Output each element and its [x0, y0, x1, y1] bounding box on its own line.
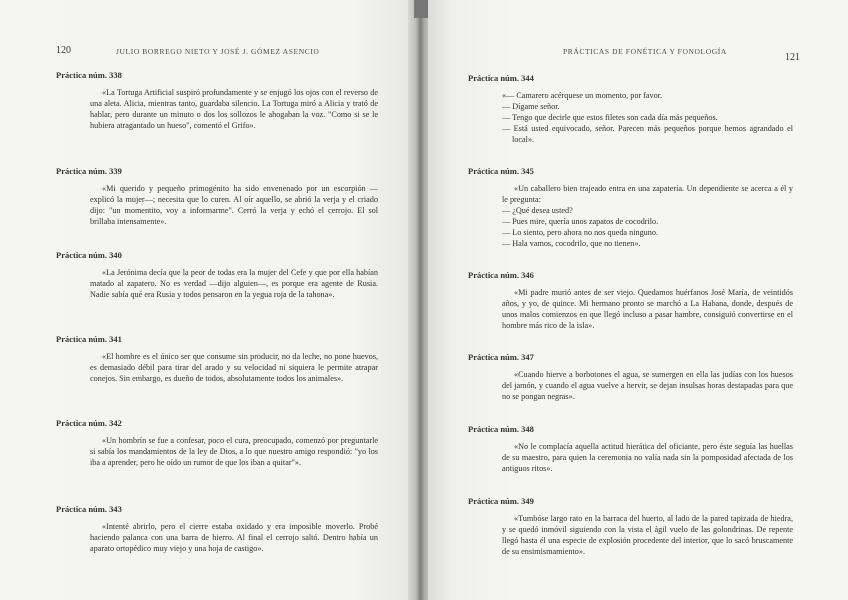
exercise-heading: Práctica núm. 342: [56, 418, 122, 428]
paragraph: «Tumbóse largo rato en la barraca del huerto, al lado de la pared tapizada de hiedra, y se quedó inmóvil siguiendo con la vista el ágil vuelo de las golondrinas. De repente llegó hasta él una especie de explosión procedente del interior, que lo sacó bruscamente de su ensimismamiento».: [502, 514, 793, 556]
left-column: [56, 70, 378, 554]
exercise-347: [468, 352, 793, 424]
exercise-heading: Práctica núm. 343: [56, 504, 122, 514]
exercise-340: [56, 250, 378, 334]
gutter-shadow: [414, 0, 428, 18]
exercise-349: [468, 496, 793, 557]
dialogue-line: «— Camarero acérquese un momento, por favor.: [502, 91, 663, 100]
exercise-341: [56, 334, 378, 418]
dialogue-line: — Está usted equivocado, señor. Parecen más pequeños porque hemos agrandado el local».: [502, 124, 793, 144]
running-head: PRÁCTICAS DE FONÉTICA Y FONOLOGÍA: [563, 47, 727, 56]
exercise-345: [468, 166, 793, 270]
exercise-342: [56, 418, 378, 504]
exercise-heading: Práctica núm. 338: [56, 70, 122, 80]
exercise-heading: Práctica núm. 341: [56, 334, 122, 344]
exercise-346: [468, 270, 793, 352]
dialogue-line: — Tengo que decirle que estos filetes son cada día más pequeños.: [502, 113, 718, 122]
dialogue-line: — Dígame señor.: [502, 102, 560, 111]
exercise-348: [468, 424, 793, 496]
paragraph: «La Tortuga Artificial suspiró profundamente y se enjugó los ojos con el reverso de una aleta. Alicia, mientras tanto, guardaba silencio. La Tortuga miró a Alicia y trató de hablar, pero durante un minuto o dos los sollozos le ahogaban la voz. "Como si se le hubiera atragantado un hueso", comentó el Grifo».: [90, 88, 378, 130]
exercise-text: [468, 513, 793, 557]
dialogue-line: — Lo siento, pero ahora no nos queda ninguno.: [502, 228, 658, 237]
dialogue-intro: «Un caballero bien trajeado entra en una zapatería. Un dependiente se acerca a él y le pregunta:: [502, 184, 793, 204]
exercise-338: [56, 70, 378, 166]
exercise-343: [56, 504, 378, 554]
page-number: 120: [56, 45, 71, 56]
paragraph: «La Jerónima decía que la peor de todas era la mujer del Cefe y que por ella habían matado al zapatero. No es verdad —dijo alguien—, es porque era agente de Rusia. Nadie sabía qué era Rusia y todos pensaron en la yegua roja de la tahona».: [90, 268, 378, 299]
exercise-text: [468, 183, 793, 249]
exercise-text: [56, 87, 378, 131]
exercise-text: [56, 267, 378, 300]
exercise-text: [56, 521, 378, 554]
exercise-heading: Práctica núm. 340: [56, 250, 122, 260]
exercise-heading: Práctica núm. 339: [56, 166, 122, 176]
exercise-heading: Práctica núm. 346: [468, 270, 534, 280]
paragraph: «El hombre es el único ser que consume sin producir, no da leche, no pone huevos, es demasiado débil para tirar del arado y su velocidad ni siquiera le permite atrapar conejos. Sin embargo, es dueño de todos, absolutamente todos los animales».: [90, 352, 378, 383]
exercise-text: [468, 369, 793, 402]
exercise-heading: Práctica núm. 349: [468, 496, 534, 506]
exercise-heading: Práctica núm. 344: [468, 73, 534, 83]
exercise-339: [56, 166, 378, 250]
dialogue-line: — Pues mire, quería unos zapatos de cocodrilo.: [502, 217, 659, 226]
right-page: [428, 0, 848, 600]
exercise-heading: Práctica núm. 348: [468, 424, 534, 434]
running-head: JULIO BORREGO NIETO Y JOSÉ J. GÓMEZ ASENCIO: [116, 47, 320, 56]
paragraph: «Mi querido y pequeño primogénito ha sido envenenado por un escorpión —explicó la mujer—; necesita que lo curen. Al oír aquello, se abrió la verja y el criado dijo: "un momentito, voy a informarme". Cerró la verja y echó el cerrojo. El sol brillaba intensamente».: [90, 184, 378, 226]
exercise-344: [468, 73, 793, 166]
exercise-text: [56, 351, 378, 384]
exercise-heading: Práctica núm. 345: [468, 166, 534, 176]
exercise-text: [468, 287, 793, 331]
paragraph: «Un hombrín se fue a confesar, poco el cura, preocupado, comenzó por preguntarle si sabía los mandamientos de la ley de Dios, a lo que nuestro amigo respondió: "yo los iba a aprender, pero he oído un rumor de que los iban a quitar"».: [90, 436, 378, 467]
exercise-text: [468, 90, 793, 145]
paragraph: «Cuando hierve a borbotones el agua, se sumergen en ella las judías con los huesos del jamón, y cuando el agua vuelve a hervir, se dejan insulsas horas destapadas para que no se pongan negras».: [502, 370, 793, 401]
exercise-text: [56, 183, 378, 227]
right-column: [468, 73, 793, 557]
exercise-heading: Práctica núm. 347: [468, 352, 534, 362]
paragraph: «No le complacía aquella actitud hierática del oficiante, pero éste seguía las huellas de su maestro, para quien la ceremonia no valía nada sin la pomposidad afectada de los antiguos ritos».: [502, 442, 793, 473]
exercise-text: [56, 435, 378, 468]
paragraph: «Intenté abrirlo, pero el cierre estaba oxidado y era imposible moverlo. Probé haciendo palanca con una barra de hierro. Al final el cerrojo saltó. Dentro había un aparato ortopédico muy viejo y una hoja de castigo».: [90, 522, 378, 553]
page-number: 121: [785, 52, 800, 63]
exercise-text: [468, 441, 793, 474]
dialogue-line: — ¿Qué desea usted?: [502, 206, 573, 215]
left-page: [0, 0, 420, 600]
paragraph: «Mi padre murió antes de ser viejo. Quedamos huérfanos José María, de veintidós años, y yo, de quince. Mi hermano pronto se marchó a La Habana, donde, después de unos malos comienzos en que llegó incluso a pasar hambre, consiguió convertirse en el hombre más rico de la isla».: [502, 288, 793, 330]
dialogue-line: — Hala vamos, cocodrilo, que no tienen».: [502, 239, 641, 248]
